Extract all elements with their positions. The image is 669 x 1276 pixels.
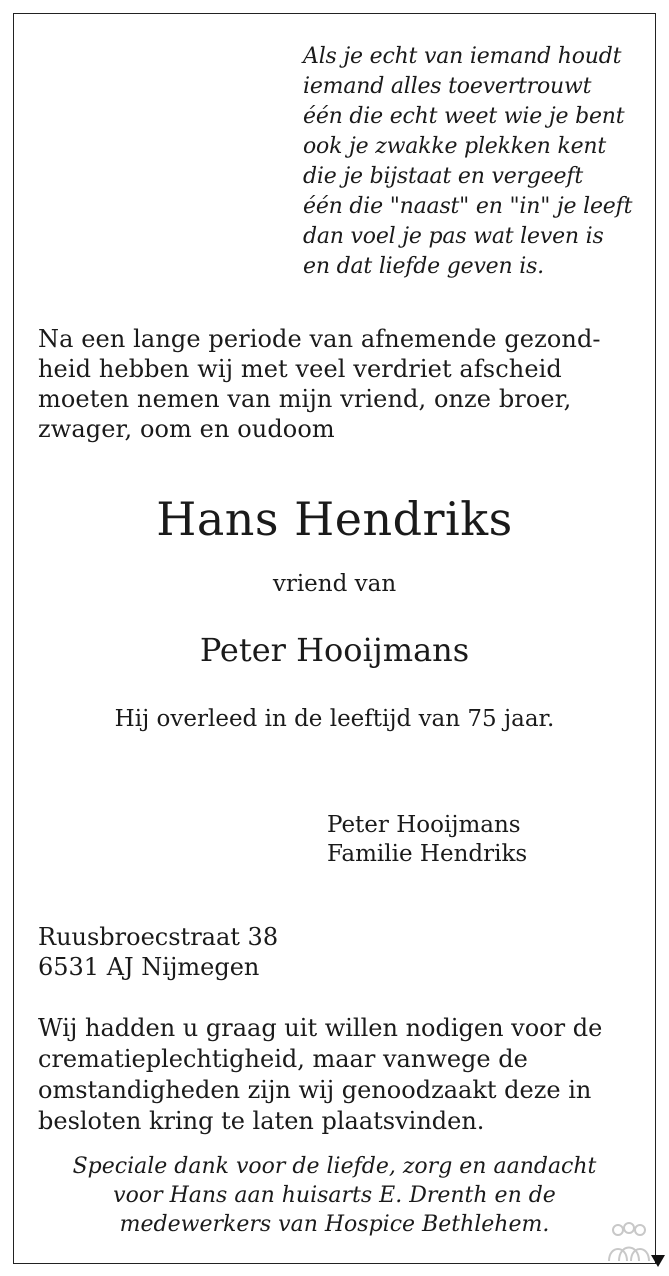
intro-line: moeten nemen van mijn vriend, onze broer, <box>38 385 572 413</box>
poem <box>303 42 632 282</box>
address <box>38 922 278 982</box>
notice-line: Wij hadden u graag uit willen nodigen voor de <box>38 1014 603 1042</box>
relation-text: vriend van <box>272 571 397 597</box>
people-group-icon <box>606 1221 650 1263</box>
poem-line: één die "naast" en "in" je leeft <box>303 194 633 219</box>
signer: Familie Hendriks <box>327 841 528 867</box>
signers <box>327 811 527 869</box>
poem-line: die je bijstaat en vergeeft <box>303 164 583 189</box>
expand-triangle-icon[interactable] <box>651 1255 665 1267</box>
poem-line: iemand alles toevertrouwt <box>303 74 592 99</box>
notice-line: besloten kring te laten plaatsvinden. <box>38 1107 485 1135</box>
friend-name: Peter Hooijmans <box>199 631 470 669</box>
deceased-name: Hans Hendriks <box>156 492 513 546</box>
address-street: Ruusbroecstraat 38 <box>38 923 279 951</box>
poem-line: ook je zwakke plekken kent <box>303 134 607 159</box>
notice-line: omstandigheden zijn wij genoodzaakt deze in <box>38 1076 592 1104</box>
intro-line: zwager, oom en oudoom <box>38 415 335 443</box>
poem-line: één die echt weet wie je bent <box>303 104 625 129</box>
ceremony-notice <box>38 1013 602 1137</box>
poem-line: dan voel je pas wat leven is <box>303 224 604 249</box>
poem-line: Als je echt van iemand houdt <box>303 44 622 69</box>
poem-line: en dat liefde geven is. <box>303 254 544 279</box>
intro-line: Na een lange periode van afnemende gezond- <box>38 325 601 353</box>
intro-line: heid hebben wij met veel verdriet afscheid <box>38 355 562 383</box>
intro-paragraph <box>38 324 638 444</box>
address-city: 6531 AJ Nijmegen <box>38 953 260 981</box>
signer: Peter Hooijmans <box>327 812 521 838</box>
notice-line: crematieplechtigheid, maar vanwege de <box>38 1045 528 1073</box>
thanks-line: Speciale dank voor de liefde, zorg en aandacht <box>72 1154 597 1179</box>
thanks-line: medewerkers van Hospice Bethlehem. <box>119 1212 550 1237</box>
age-text: Hij overleed in de leeftijd van 75 jaar. <box>114 706 555 732</box>
thanks-note <box>0 1152 669 1239</box>
thanks-line: voor Hans aan huisarts E. Drenth en de <box>113 1183 556 1208</box>
